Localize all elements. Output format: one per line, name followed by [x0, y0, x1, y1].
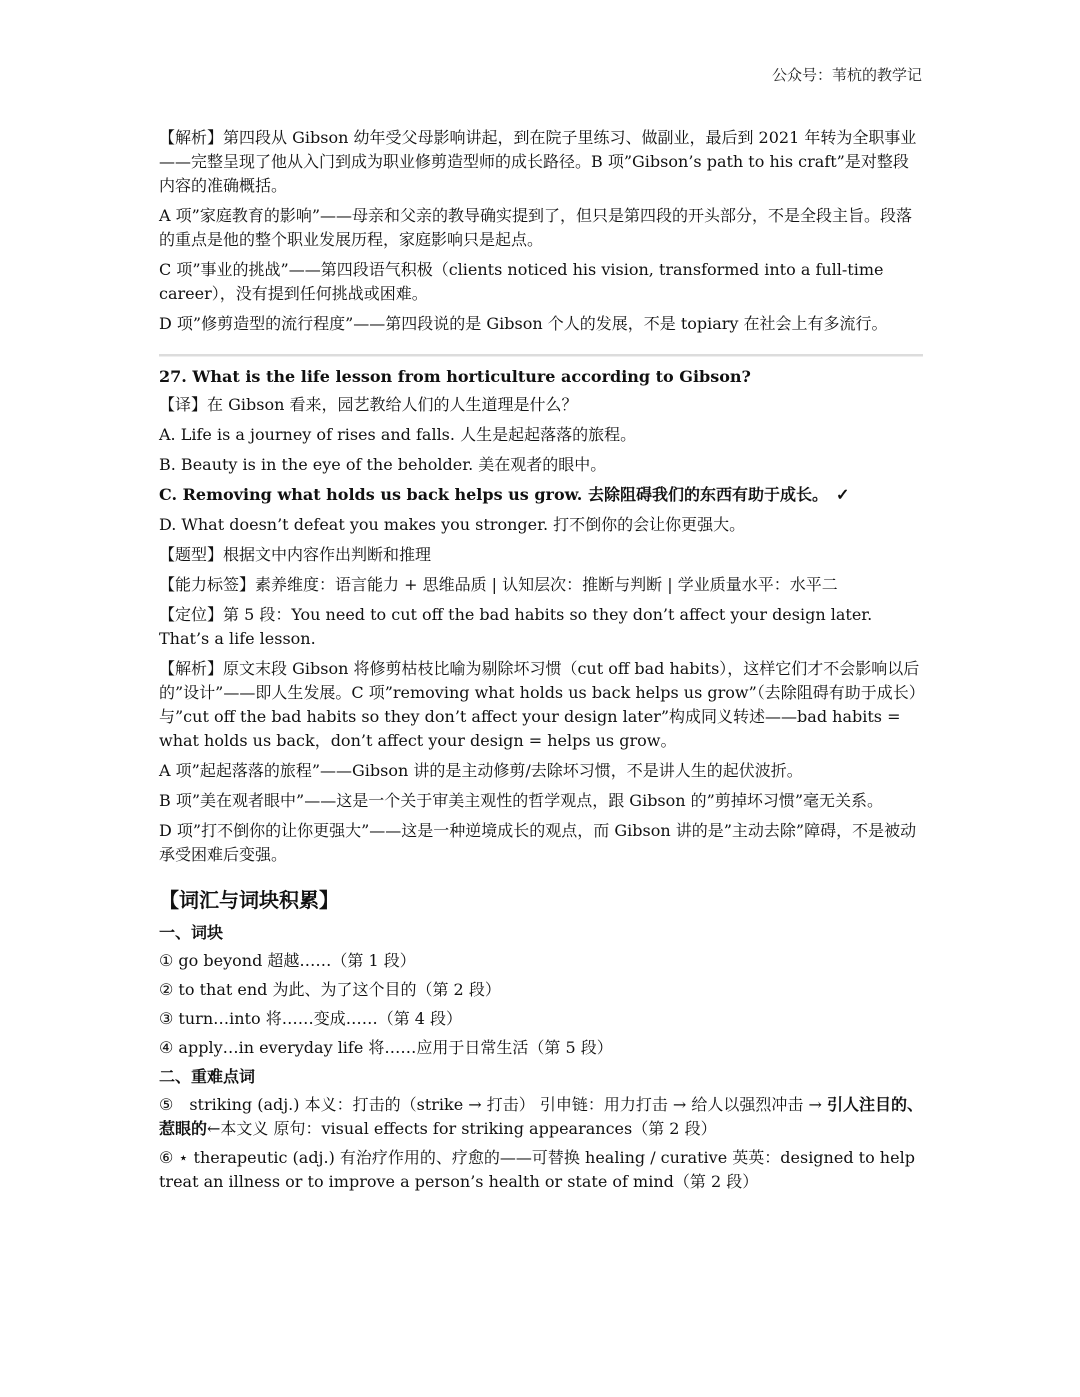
- phrase-item: ① go beyond 超越……（第 1 段）: [159, 951, 416, 970]
- q27-analysis: 【解析】原文末段 Gibson 将修剪枯枝比喻为剔除坏习惯（cut off bad habits），这样它们才不会影响以后的”设计”——即人生发展。C 项”removing what holds us back helps us grow”（去除阻碍有助于成长）与”cut off the bad habits so they don’t affect your design later”构成同义转述——bad habits = what holds us back，don’t affect your design = helps us grow。: [159, 659, 920, 750]
- keyword-striking: [159, 1093, 923, 1141]
- q27-translation: 【译】在 Gibson 看来，园艺教给人们的人生道理是什么？: [159, 395, 578, 414]
- q27-title: 27. What is the life lesson from horticulture according to Gibson?: [159, 367, 751, 386]
- q26-option-c-explain: C 项”事业的挑战”——第四段语气积极（clients noticed his vision, transformed into a full-time career），没有提到任何挑战或困难。: [159, 260, 884, 303]
- vocab-section-keywords: 二、重难点词: [159, 1067, 256, 1086]
- q27-type: 【题型】根据文中内容作出判断和推理: [159, 545, 432, 564]
- q27-option-c-text: C. Removing what holds us back helps us grow. 去除阻碍我们的东西有助于成长。: [159, 485, 828, 504]
- document-body: [159, 126, 923, 1199]
- q26-analysis: 【解析】第四段从 Gibson 幼年受父母影响讲起，到在院子里练习、做副业，最后到 2021 年转为全职事业——完整呈现了他从入门到成为职业修剪造型师的成长路径。B 项”Gibson’s path to his craft”是对整段内容的准确概括。: [159, 128, 917, 195]
- phrase-item: ③ turn…into 将……变成……（第 4 段）: [159, 1009, 463, 1028]
- keyword-therapeutic: ⑥ ⋆ therapeutic (adj.) 有治疗作用的、疗愈的——可替换 healing / curative 英英：designed to help treat an illness or to improve a person’s health or state of mind（第 2 段）: [159, 1148, 915, 1191]
- vocab-title: 【词汇与词块积累】: [159, 888, 339, 912]
- keyword-striking-meaning: 引人注目的、惹眼的: [159, 1095, 924, 1138]
- keyword-striking-pre: ⑤ striking (adj.) 本义：打击的（strike → 打击） 引申链：用力打击 → 给人以强烈冲击 →: [159, 1095, 827, 1114]
- section-divider: [159, 354, 923, 357]
- q27-option-b: B. Beauty is in the eye of the beholder. 美在观者的眼中。: [159, 455, 607, 474]
- q27-option-d: D. What doesn’t defeat you makes you stronger. 打不倒你的会让你更强大。: [159, 515, 746, 534]
- q27-explain-a: A 项”起起落落的旅程”——Gibson 讲的是主动修剪/去除坏习惯，不是讲人生的起伏波折。: [159, 761, 803, 780]
- q27-option-a: A. Life is a journey of rises and falls. 人生是起起落落的旅程。: [159, 425, 637, 444]
- q27-option-c: [159, 483, 923, 507]
- q27-locate: 【定位】第 5 段：You need to cut off the bad habits so they don’t affect your design later. That’s a life lesson.: [159, 605, 873, 648]
- keyword-striking-post: ←本文义 原句：visual effects for striking appearances（第 2 段）: [207, 1119, 717, 1138]
- q27-ability: 【能力标签】素养维度：语言能力 + 思维品质 | 认知层次：推断与判断 | 学业质量水平：水平二: [159, 575, 838, 594]
- checkmark-icon: ✓: [835, 485, 850, 504]
- q26-option-a-explain: A 项”家庭教育的影响”——母亲和父亲的教导确实提到了，但只是第四段的开头部分，不是全段主旨。段落的重点是他的整个职业发展历程，家庭影响只是起点。: [159, 206, 913, 249]
- phrase-item: ② to that end 为此、为了这个目的（第 2 段）: [159, 980, 501, 999]
- phrase-item: ④ apply…in everyday life 将……应用于日常生活（第 5 段）: [159, 1038, 613, 1057]
- q27-explain-d: D 项”打不倒你的让你更强大”——这是一种逆境成长的观点，而 Gibson 讲的是”主动去除”障碍，不是被动承受困难后变强。: [159, 821, 917, 864]
- q26-option-d-explain: D 项”修剪造型的流行程度”——第四段说的是 Gibson 个人的发展，不是 topiary 在社会上有多流行。: [159, 314, 888, 333]
- header-source: 公众号：苇杭的教学记: [771, 66, 922, 84]
- vocab-section-phrases: 一、词块: [159, 923, 224, 942]
- q27-explain-b: B 项”美在观者眼中”——这是一个关于审美主观性的哲学观点，跟 Gibson 的”剪掉坏习惯”毫无关系。: [159, 791, 884, 810]
